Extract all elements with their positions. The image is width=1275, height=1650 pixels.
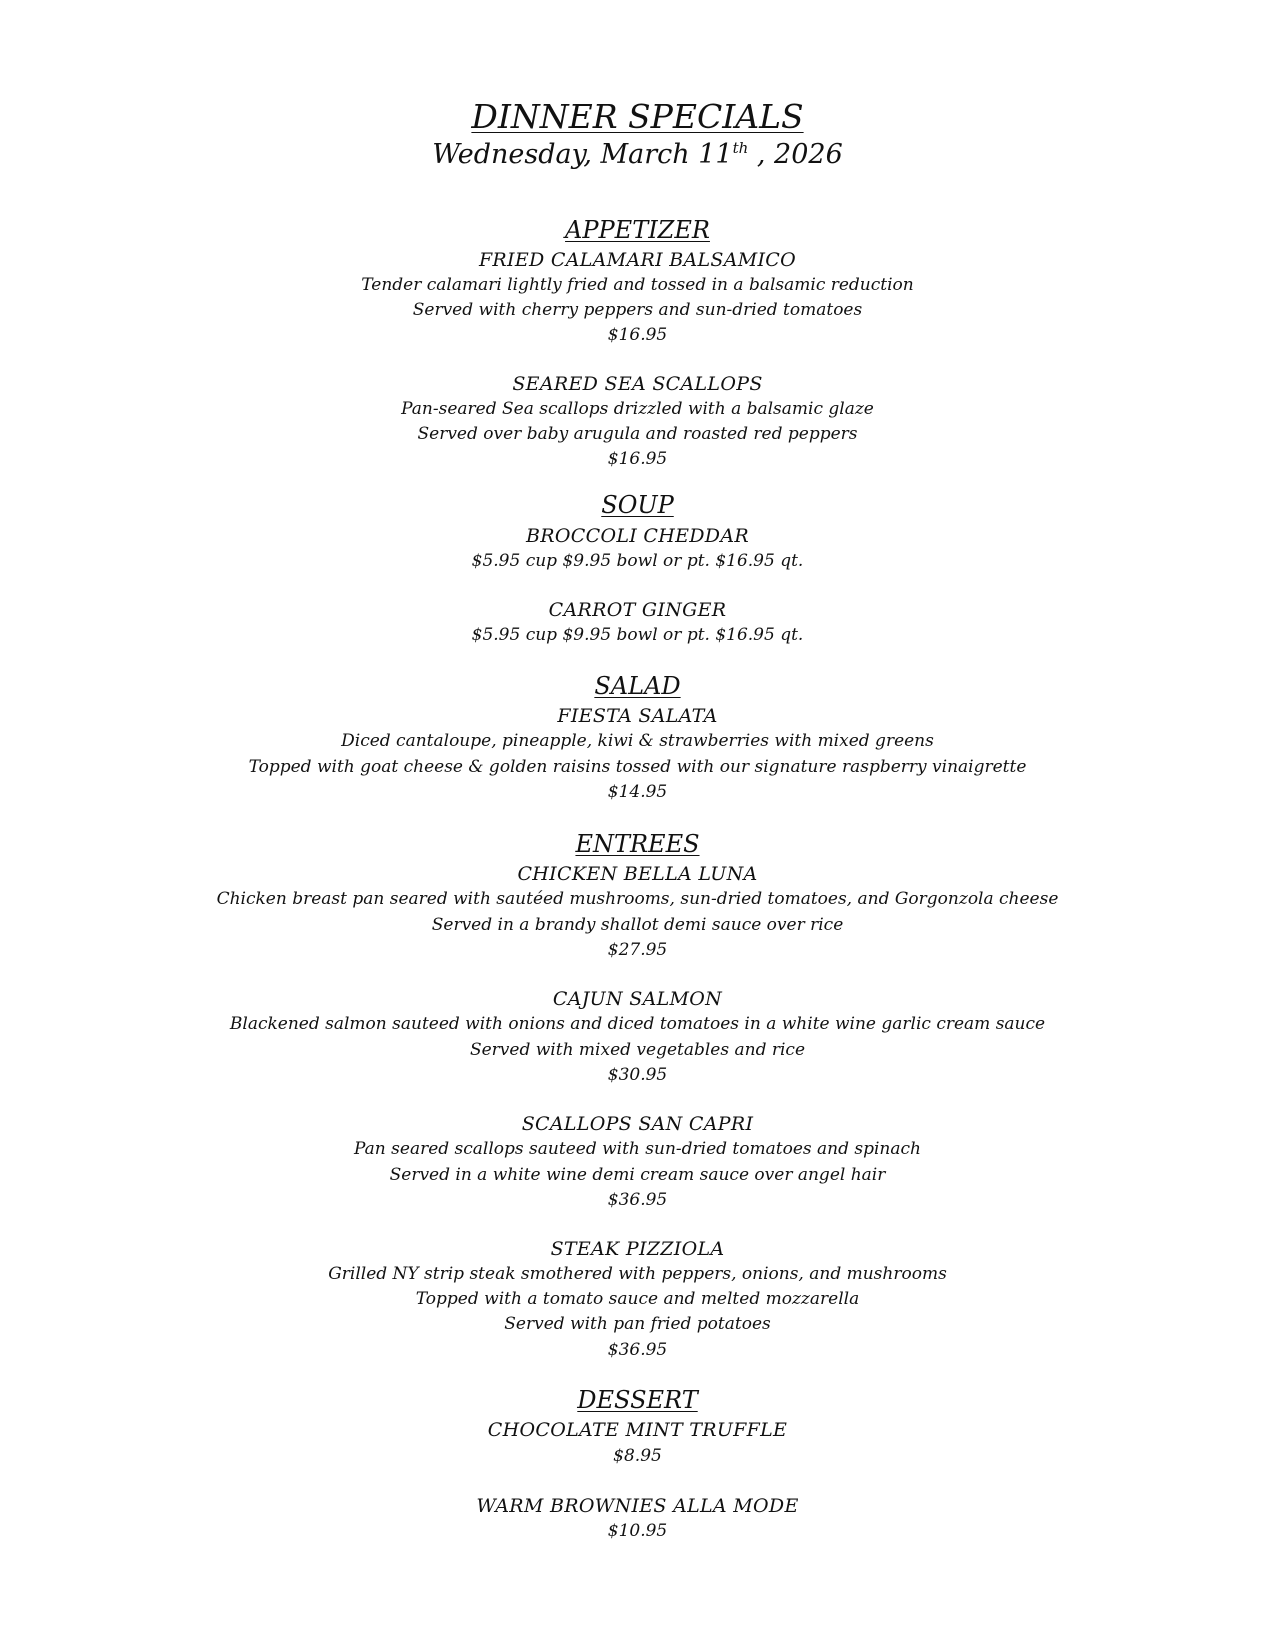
item-description: Topped with goat cheese & golden raisins tossed with our signature raspberry vinaigrette [248,757,1027,777]
item-description: Served with cherry peppers and sun-dried tomatoes [412,300,863,320]
item-description: Diced cantaloupe, pineapple, kiwi & strawberries with mixed greens [341,731,934,751]
item-name: CAJUN SALMON [552,988,723,1010]
item-name: CHICKEN BELLA LUNA [517,863,758,885]
item-price: $36.95 [607,1190,668,1210]
section-heading-salad: SALAD [594,672,681,700]
section-heading-soup: SOUP [601,491,674,519]
item-description: Served with mixed vegetables and rice [469,1040,806,1060]
item-description: Served over baby arugula and roasted red peppers [417,424,858,444]
item-name: BROCCOLI CHEDDAR [526,525,749,547]
date-suffix: th [732,139,749,157]
item-price: $5.95 cup $9.95 bowl or pt. $16.95 qt. [471,551,804,571]
item-name: STEAK PIZZIOLA [550,1238,725,1260]
item-price: $16.95 [607,325,668,345]
item-description: Tender calamari lightly fried and tossed in a balsamic reduction [361,275,914,295]
item-name: SCALLOPS SAN CAPRI [521,1113,754,1135]
item-description: Topped with a tomato sauce and melted mozzarella [415,1289,860,1309]
item-description: Chicken breast pan seared with sautéed mushrooms, sun-dried tomatoes, and Gorgonzola cheese [216,889,1059,909]
item-price: $27.95 [607,940,668,960]
item-price: $8.95 [613,1446,662,1466]
item-name: FIESTA SALATA [557,705,718,727]
item-name: FRIED CALAMARI BALSAMICO [478,249,797,271]
item-price: $30.95 [607,1065,668,1085]
item-name: WARM BROWNIES ALLA MODE [476,1495,799,1517]
menu-date [0,139,1275,170]
date-rest: , 2026 [748,139,843,170]
page-title: DINNER SPECIALS [471,97,804,136]
item-description: Pan seared scallops sauteed with sun-dried tomatoes and spinach [354,1139,921,1159]
item-price: $5.95 cup $9.95 bowl or pt. $16.95 qt. [471,625,804,645]
item-description: Pan-seared Sea scallops drizzled with a balsamic glaze [401,399,874,419]
item-description: Blackened salmon sauteed with onions and diced tomatoes in a white wine garlic cream sauce [229,1014,1046,1034]
item-name: CHOCOLATE MINT TRUFFLE [487,1419,788,1441]
item-price: $16.95 [607,449,668,469]
item-price: $36.95 [607,1340,668,1360]
item-description: Served in a white wine demi cream sauce over angel hair [389,1165,886,1185]
item-description: Grilled NY strip steak smothered with peppers, onions, and mushrooms [328,1264,947,1284]
item-description: Served with pan fried potatoes [504,1314,771,1334]
section-heading-appetizer: APPETIZER [565,216,710,244]
item-price: $14.95 [607,782,668,802]
item-name: SEARED SEA SCALLOPS [512,373,763,395]
item-price: $10.95 [607,1521,668,1541]
section-heading-entrees: ENTREES [575,830,700,858]
item-name: CARROT GINGER [548,599,727,621]
section-heading-dessert: DESSERT [577,1386,698,1414]
date-prefix: Wednesday, March 11 [432,139,733,170]
item-description: Served in a brandy shallot demi sauce over rice [431,915,844,935]
